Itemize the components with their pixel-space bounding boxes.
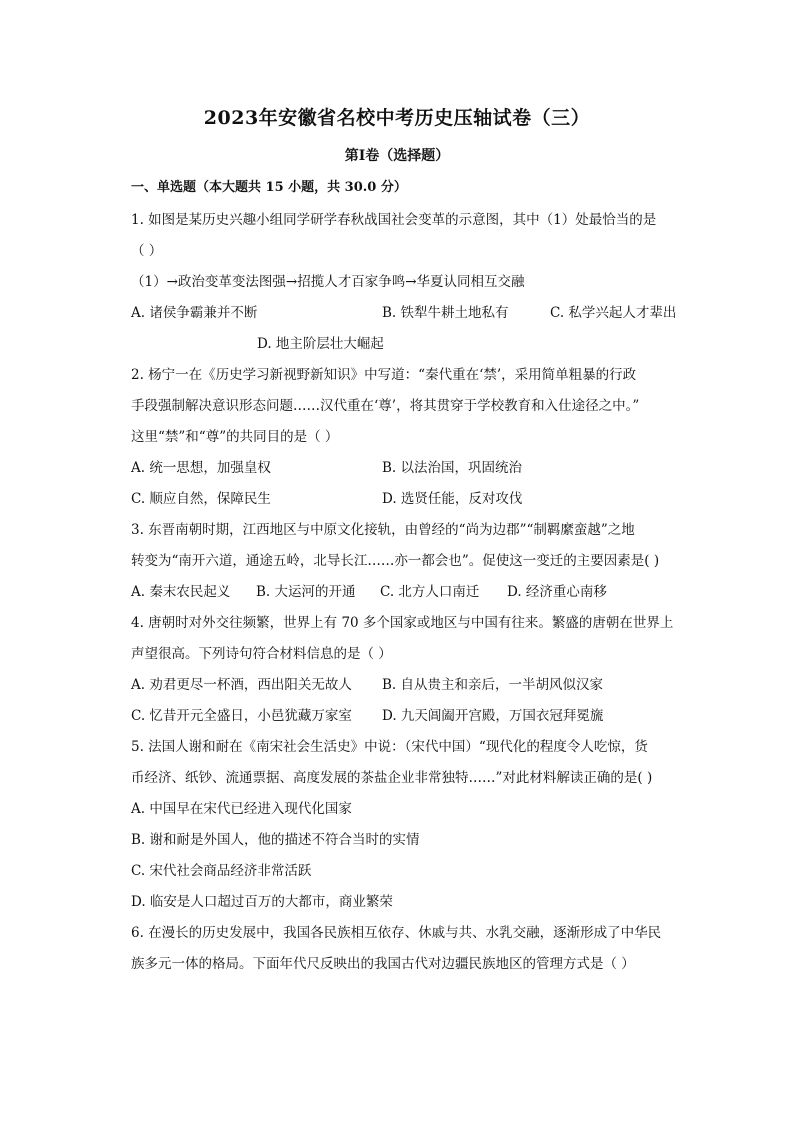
question-1-option-a[interactable]: A. 诸侯争霸兼并不断 bbox=[131, 305, 258, 321]
question-1-option-d[interactable]: D. 地主阶层壮大崛起 bbox=[257, 336, 384, 352]
question-2-stem-line2: 手段强制解决意识形态问题……汉代重在‘尊’，将其贯穿于学校教育和入仕途径之中。” bbox=[131, 398, 640, 414]
question-1 bbox=[131, 209, 698, 364]
question-2 bbox=[131, 364, 698, 519]
question-5-stem-line1: 5. 法国人谢和耐在《南宋社会生活史》中说：（宋代中国）“现代化的程度令人吃惊，货 bbox=[131, 739, 648, 755]
question-1-options-row1 bbox=[131, 302, 698, 333]
question-5-stem-line2: 币经济、纸钞、流通票据、高度发展的茶盐企业非常独特……”对此材料解读正确的是( ) bbox=[131, 770, 653, 786]
question-4-options-row1 bbox=[131, 674, 698, 705]
question-2-option-b[interactable]: B. 以法治国，巩固统治 bbox=[382, 460, 523, 476]
question-4 bbox=[131, 612, 698, 736]
question-6-stem-line1: 6. 在漫长的历史发展中，我国各民族相互依存、休戚与共、水乳交融，逐渐形成了中华民 bbox=[131, 925, 662, 941]
question-3-option-c[interactable]: C. 北方人口南迁 bbox=[380, 584, 480, 600]
question-3-options bbox=[131, 581, 698, 612]
question-1-diagram-text: （1）→政治变革变法图强→招揽人才百家争鸣→华夏认同相互交融 bbox=[131, 274, 525, 290]
question-2-stem-line3: 这里“禁”和“尊”的共同目的是（ ） bbox=[131, 429, 339, 445]
question-5-option-a[interactable]: A. 中国早在宋代已经进入现代化国家 bbox=[131, 801, 352, 817]
exam-title: 2023年安徽省名校中考历史压轴试卷（三） bbox=[203, 107, 591, 129]
question-list bbox=[131, 178, 698, 984]
question-5-option-d[interactable]: D. 临安是人口超过百万的大都市，商业繁荣 bbox=[131, 894, 393, 910]
question-3-option-b[interactable]: B. 大运河的开通 bbox=[256, 584, 356, 600]
question-2-option-d[interactable]: D. 选贤任能，反对攻伐 bbox=[382, 491, 523, 507]
question-5 bbox=[131, 736, 698, 922]
question-4-stem-line2: 声望很高。下列诗句符合材料信息的是（ ） bbox=[131, 646, 392, 662]
question-4-stem-line1: 4. 唐朝时对外交往频繁，世界上有 70 多个国家或地区与中国有往来。繁盛的唐朝在世界上 bbox=[131, 615, 674, 631]
question-4-option-a[interactable]: A. 劝君更尽一杯酒，西出阳关无故人 bbox=[131, 677, 352, 693]
question-6 bbox=[131, 922, 698, 984]
question-6-stem-line2: 族多元一体的格局。下面年代尺反映出的我国古代对边疆民族地区的管理方式是（ ） bbox=[131, 956, 635, 972]
question-1-option-c[interactable]: C. 私学兴起人才辈出 bbox=[550, 305, 677, 321]
question-2-options-row2 bbox=[131, 488, 698, 519]
question-5-option-c[interactable]: C. 宋代社会商品经济非常活跃 bbox=[131, 863, 312, 879]
question-1-stem-line1: 1. 如图是某历史兴趣小组同学研学春秋战国社会变革的示意图，其中（1）处最恰当的是 bbox=[131, 212, 657, 228]
question-4-option-b[interactable]: B. 自从贵主和亲后，一半胡风似汉家 bbox=[382, 677, 604, 693]
question-1-stem-line2: （ ） bbox=[131, 243, 163, 259]
question-3-stem-line1: 3. 东晋南朝时期，江西地区与中原文化接轨，由曾经的“尚为边郡”“制羁縻蛮越”之地 bbox=[131, 522, 635, 538]
question-5-option-b[interactable]: B. 谢和耐是外国人，他的描述不符合当时的实情 bbox=[131, 832, 420, 848]
question-2-option-a[interactable]: A. 统一思想，加强皇权 bbox=[131, 460, 271, 476]
section-heading: 一、单选题（本大题共 15 小题，共 30.0 分） bbox=[131, 180, 407, 195]
question-4-options-row2 bbox=[131, 705, 698, 736]
question-2-options-row1 bbox=[131, 457, 698, 488]
question-2-stem-line1: 2. 杨宁一在《历史学习新视野新知识》中写道：“秦代重在‘禁’，采用简单粗暴的行政 bbox=[131, 367, 637, 383]
question-3 bbox=[131, 519, 698, 612]
question-2-option-c[interactable]: C. 顺应自然，保障民生 bbox=[131, 491, 271, 507]
volume-subtitle: 第Ⅰ卷（选择题） bbox=[344, 148, 450, 164]
question-4-option-d[interactable]: D. 九天阊阖开宫殿，万国衣冠拜冕旒 bbox=[382, 708, 604, 724]
question-4-option-c[interactable]: C. 忆昔开元全盛日，小邑犹藏万家室 bbox=[131, 708, 352, 724]
question-3-option-a[interactable]: A. 秦末农民起义 bbox=[131, 584, 231, 600]
question-1-option-b[interactable]: B. 铁犁牛耕土地私有 bbox=[382, 305, 509, 321]
question-3-stem-line2: 转变为“南开六道，通途五岭，北导长江……亦一都会也”。促使这一变迁的主要因素是( ) bbox=[131, 553, 660, 569]
question-3-option-d[interactable]: D. 经济重心南移 bbox=[507, 584, 607, 600]
